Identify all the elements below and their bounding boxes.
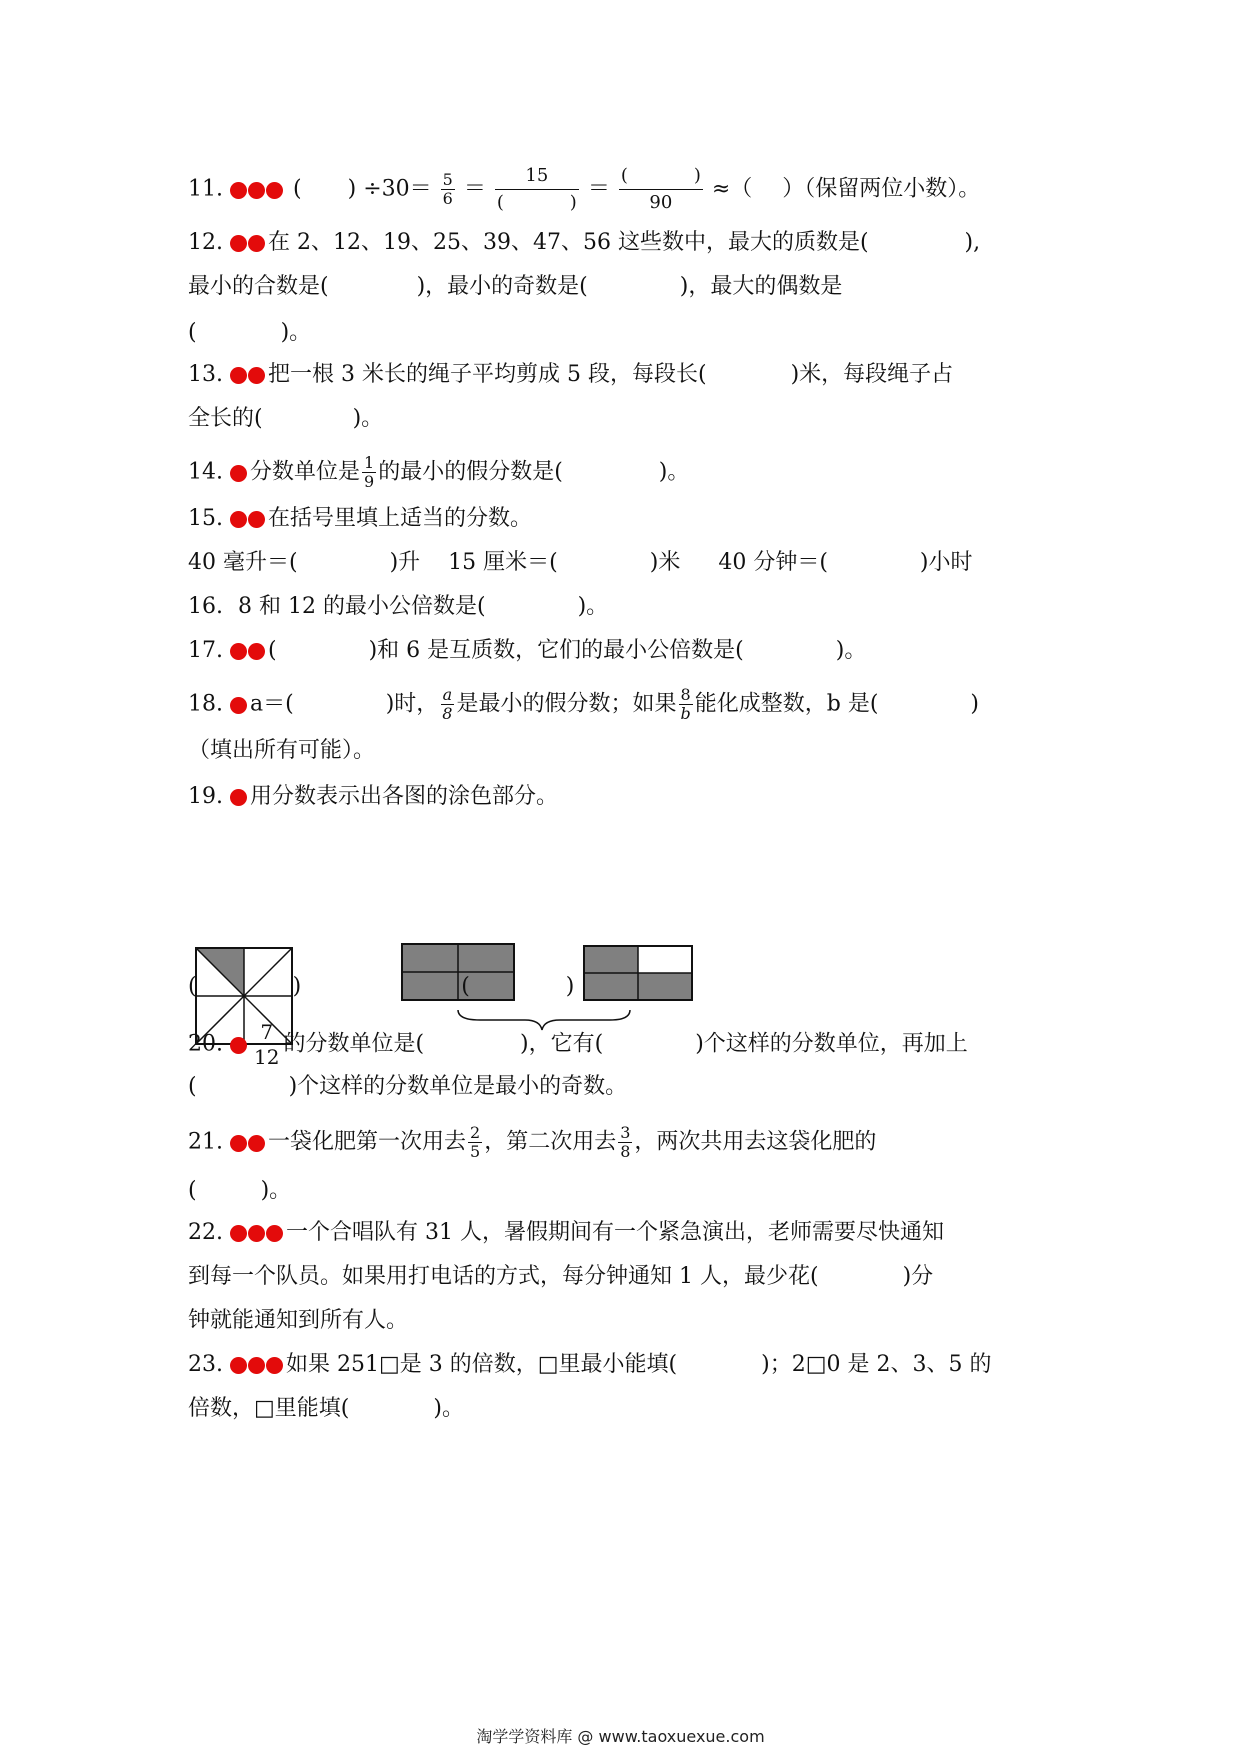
blank-open: ( bbox=[188, 1074, 197, 1099]
fraction-numerator: 1 bbox=[364, 453, 375, 472]
question-text: 的分数单位是( bbox=[283, 1031, 425, 1057]
fraction bbox=[679, 686, 693, 723]
question-number: 14. bbox=[188, 459, 223, 485]
fraction bbox=[468, 1124, 482, 1161]
question-text: )，最小的奇数是( bbox=[416, 274, 588, 299]
difficulty-dot-icon bbox=[248, 182, 265, 199]
difficulty-dot-icon bbox=[248, 511, 265, 528]
question-text: 用分数表示出各图的涂色部分。 bbox=[250, 784, 559, 809]
difficulty-dot-icon bbox=[230, 182, 247, 199]
question-number: 20. bbox=[188, 1031, 223, 1057]
question-text: a＝( bbox=[250, 691, 294, 717]
fraction-numerator: 5 bbox=[442, 170, 453, 189]
question-22-line-2 bbox=[188, 1262, 933, 1292]
shaded-cell bbox=[584, 946, 638, 973]
blank-open: ( bbox=[620, 165, 628, 186]
divide-text: ÷30＝ bbox=[363, 176, 432, 202]
question-number: 19. bbox=[188, 784, 223, 809]
question-text: 钟就能通知到所有人。 bbox=[188, 1308, 409, 1333]
difficulty-dots bbox=[230, 363, 266, 393]
question-text: )。 bbox=[260, 1178, 292, 1203]
difficulty-dots bbox=[230, 507, 266, 537]
blank-open: ( bbox=[496, 192, 504, 213]
question-text: 8 和 12 的最小公倍数是( bbox=[238, 594, 486, 619]
difficulty-dots bbox=[230, 785, 248, 815]
question-12-line-3 bbox=[188, 318, 311, 348]
difficulty-dot-icon bbox=[266, 1357, 283, 1374]
question-15-line-1 bbox=[188, 504, 532, 537]
question-23-line-1 bbox=[188, 1350, 991, 1383]
difficulty-dot-icon bbox=[266, 182, 283, 199]
fraction bbox=[619, 163, 703, 216]
fraction-denominator-blank[interactable] bbox=[495, 190, 579, 216]
question-text: 40 毫升＝( bbox=[188, 550, 298, 575]
question-text: 能化成整数，b 是( bbox=[694, 691, 879, 717]
fraction-denominator: 6 bbox=[442, 189, 453, 208]
blank-open: ( bbox=[293, 176, 302, 202]
question-11 bbox=[188, 163, 980, 216]
fraction-numerator: 3 bbox=[620, 1123, 631, 1142]
question-18-line-1 bbox=[188, 686, 979, 723]
question-20-line-2 bbox=[188, 1072, 627, 1102]
difficulty-dot-icon bbox=[266, 1225, 283, 1242]
question-text: )。 bbox=[658, 459, 690, 485]
fraction bbox=[495, 163, 579, 216]
question-12-line-2 bbox=[188, 272, 842, 302]
difficulty-dot-icon bbox=[230, 465, 247, 482]
difficulty-dot-icon bbox=[248, 1225, 265, 1242]
question-text: 的最小的假分数是( bbox=[378, 459, 563, 485]
question-number: 13. bbox=[188, 362, 223, 387]
question-text: 分数单位是 bbox=[250, 459, 361, 485]
difficulty-dots bbox=[230, 231, 266, 261]
question-text: 如果 251□是 3 的倍数，□里最小能填( bbox=[286, 1352, 678, 1377]
question-number: 23. bbox=[188, 1352, 223, 1377]
difficulty-dot-icon bbox=[230, 235, 247, 252]
question-15-line-2 bbox=[188, 548, 973, 578]
question-text: 在 2、12、19、25、39、47、56 这些数中，最大的质数是( bbox=[268, 230, 869, 255]
question-text: 全长的( bbox=[188, 406, 263, 431]
difficulty-dot-icon bbox=[230, 367, 247, 384]
question-22-line-3 bbox=[188, 1306, 408, 1336]
question-text: )。 bbox=[433, 1396, 464, 1421]
question-text: 最小的合数是( bbox=[188, 274, 329, 299]
difficulty-dots bbox=[230, 178, 284, 208]
difficulty-dots bbox=[230, 461, 248, 491]
fraction bbox=[252, 1020, 281, 1069]
blank-open: ( bbox=[188, 1178, 197, 1203]
question-text: 一个合唱队有 31 人，暑假期间有一个紧急演出，老师需要尽快通知 bbox=[286, 1220, 944, 1245]
difficulty-dots bbox=[230, 639, 266, 669]
question-text: )时， bbox=[385, 691, 439, 717]
difficulty-dots bbox=[230, 1033, 248, 1063]
difficulty-dot-icon bbox=[248, 1135, 265, 1152]
fraction-denominator: 8 bbox=[442, 704, 453, 723]
question-text: )米 bbox=[649, 550, 681, 575]
question-16 bbox=[188, 592, 608, 622]
blank-close: ) bbox=[569, 192, 577, 213]
question-12-line-1 bbox=[188, 228, 980, 261]
blank-open: ( bbox=[188, 974, 197, 999]
question-text: 倍数，□里能填( bbox=[188, 1396, 350, 1421]
question-text: )。 bbox=[352, 406, 384, 431]
question-text: )。 bbox=[835, 638, 867, 663]
question-text: )；2□0 是 2、3、5 的 bbox=[761, 1352, 992, 1377]
question-text: 在括号里填上适当的分数。 bbox=[268, 506, 533, 531]
footer-watermark: 淘学学资料库 @ www.taoxuexue.com bbox=[476, 1727, 765, 1746]
fraction-numerator: 7 bbox=[260, 1020, 274, 1044]
difficulty-dot-icon bbox=[230, 643, 247, 660]
question-19-answers bbox=[188, 972, 574, 1002]
difficulty-dots bbox=[230, 1353, 284, 1383]
fraction bbox=[441, 171, 455, 208]
difficulty-dot-icon bbox=[248, 235, 265, 252]
difficulty-dots bbox=[230, 1131, 266, 1161]
question-22-line-1 bbox=[188, 1218, 944, 1251]
question-number: 22. bbox=[188, 1220, 223, 1245]
question-text: )升 bbox=[389, 550, 421, 575]
question-text: )。 bbox=[280, 320, 312, 345]
difficulty-dots bbox=[230, 693, 248, 723]
fraction-numerator-blank[interactable] bbox=[619, 163, 703, 190]
question-text: )分 bbox=[902, 1264, 934, 1289]
question-tail: ）（保留两位小数）。 bbox=[782, 176, 981, 202]
question-21-line-1 bbox=[188, 1124, 876, 1161]
question-number: 16. bbox=[188, 594, 223, 619]
blank-close: ) bbox=[693, 165, 701, 186]
question-text: 一袋化肥第一次用去 bbox=[268, 1129, 467, 1155]
difficulty-dot-icon bbox=[230, 511, 247, 528]
question-text: 到每一个队员。如果用打电话的方式，每分钟通知 1 人，最少花( bbox=[188, 1264, 819, 1289]
question-number: 17. bbox=[188, 638, 223, 663]
question-text: )。 bbox=[577, 594, 609, 619]
question-number: 18. bbox=[188, 691, 223, 717]
question-13-line-1 bbox=[188, 360, 953, 393]
question-14 bbox=[188, 454, 689, 491]
fraction bbox=[440, 686, 454, 723]
blank-close: ) bbox=[970, 691, 980, 717]
equals: ＝ bbox=[587, 176, 610, 202]
question-text: （填出所有可能）。 bbox=[188, 738, 376, 763]
difficulty-dot-icon bbox=[230, 1037, 247, 1054]
difficulty-dot-icon bbox=[230, 1135, 247, 1152]
fraction-denominator: b bbox=[680, 704, 691, 723]
unshaded-cell bbox=[638, 946, 692, 973]
difficulty-dot-icon bbox=[248, 1357, 265, 1374]
question-number: 15. bbox=[188, 506, 223, 531]
difficulty-dot-icon bbox=[248, 643, 265, 660]
fraction-denominator: 5 bbox=[470, 1142, 481, 1161]
question-19 bbox=[188, 782, 558, 815]
question-text: 是最小的假分数；如果 bbox=[456, 691, 677, 717]
fraction-denominator: 90 bbox=[649, 192, 673, 213]
blank-open: ( bbox=[461, 974, 470, 999]
question-18-line-2 bbox=[188, 736, 375, 766]
difficulty-dot-icon bbox=[230, 789, 247, 806]
difficulty-dot-icon bbox=[230, 697, 247, 714]
fraction-numerator: a bbox=[442, 685, 453, 704]
question-text: ，第二次用去 bbox=[484, 1129, 617, 1155]
equals: ＝ bbox=[463, 176, 486, 202]
question-20-line-1 bbox=[188, 1020, 968, 1069]
question-text: )，最大的偶数是 bbox=[679, 274, 843, 299]
difficulty-dot-icon bbox=[248, 367, 265, 384]
question-number: 12. bbox=[188, 230, 223, 255]
fraction bbox=[618, 1124, 632, 1161]
question-text: )个这样的分数单位是最小的奇数。 bbox=[288, 1074, 628, 1099]
fraction-denominator: 8 bbox=[620, 1142, 631, 1161]
question-text: )米，每段绳子占 bbox=[790, 362, 954, 387]
question-text: )个这样的分数单位，再加上 bbox=[695, 1031, 968, 1057]
question-number: 21. bbox=[188, 1129, 223, 1155]
fraction-denominator: 12 bbox=[254, 1045, 280, 1069]
fraction bbox=[362, 454, 376, 491]
question-13-line-2 bbox=[188, 404, 383, 434]
question-text: ，两次共用去这袋化肥的 bbox=[634, 1129, 877, 1155]
question-21-line-2 bbox=[188, 1176, 291, 1206]
blank-close: ) bbox=[565, 974, 575, 999]
question-text: 40 分钟＝( bbox=[718, 550, 828, 575]
question-17 bbox=[188, 636, 866, 669]
blank-close: ) bbox=[292, 974, 302, 999]
difficulty-dot-icon bbox=[230, 1357, 247, 1374]
approx-open: ≈（ bbox=[711, 176, 753, 202]
question-23-line-2 bbox=[188, 1394, 464, 1424]
fraction-numerator: 15 bbox=[495, 163, 579, 190]
question-text: )小时 bbox=[919, 550, 973, 575]
question-text: )，它有( bbox=[520, 1031, 604, 1057]
fraction-numerator: 8 bbox=[680, 685, 691, 704]
difficulty-dots bbox=[230, 1221, 284, 1251]
fraction-numerator: 2 bbox=[470, 1123, 481, 1142]
question-text: ), bbox=[964, 230, 981, 255]
question-text: )和 6 是互质数，它们的最小公倍数是( bbox=[368, 638, 744, 663]
difficulty-dot-icon bbox=[230, 1225, 247, 1242]
question-text: 把一根 3 米长的绳子平均剪成 5 段，每段长( bbox=[268, 362, 707, 387]
question-number: 11. bbox=[188, 176, 223, 202]
question-text: 15 厘米＝( bbox=[448, 550, 558, 575]
blank-close: ) bbox=[347, 176, 357, 202]
blank-open: ( bbox=[188, 320, 197, 345]
fraction-denominator: 9 bbox=[364, 472, 375, 491]
blank-open: ( bbox=[268, 638, 277, 663]
